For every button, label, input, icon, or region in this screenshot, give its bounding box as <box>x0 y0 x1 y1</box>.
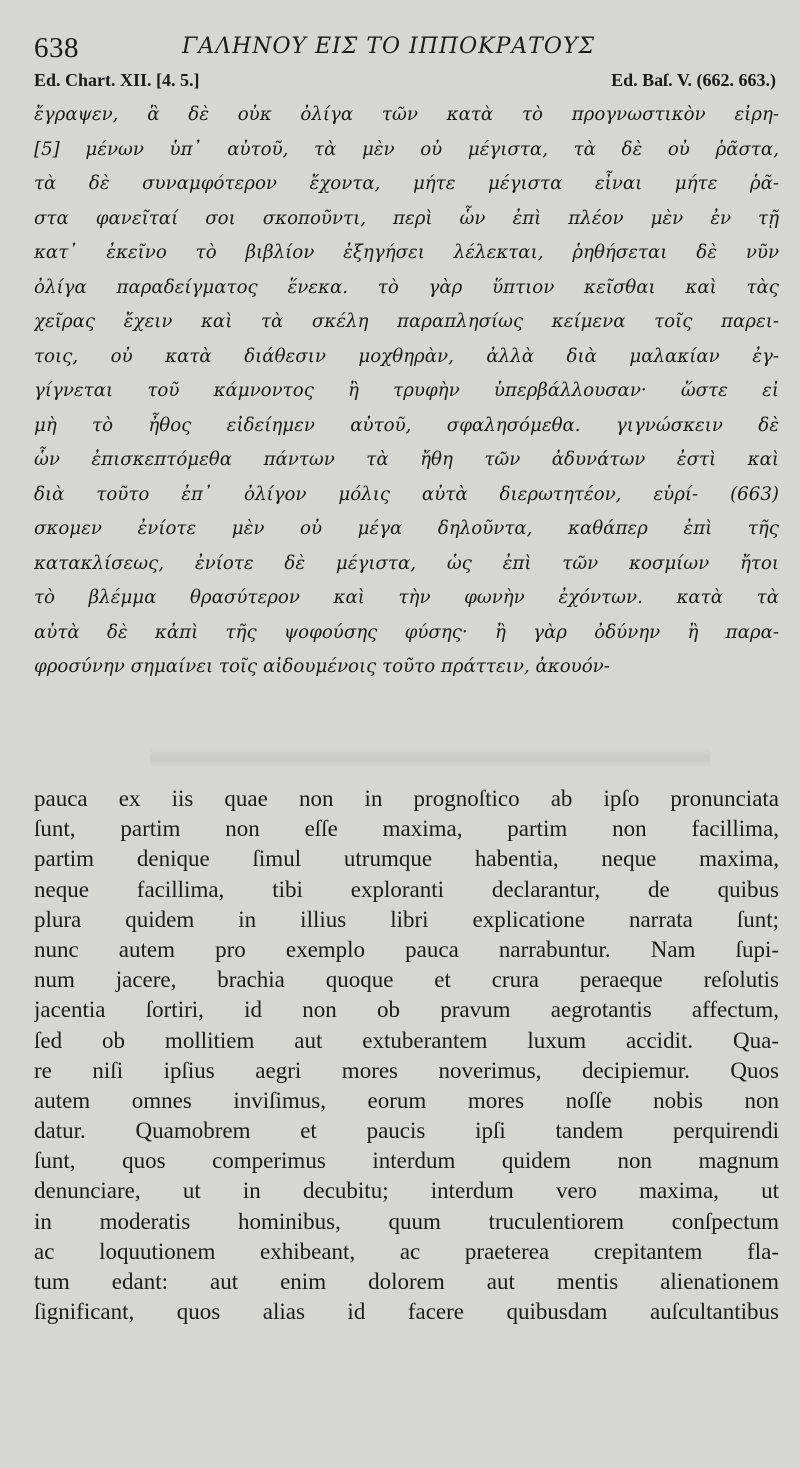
latin-text-line: denunciare, ut in decubitu; interdum vero maxima, ut <box>34 1178 779 1204</box>
latin-text-block <box>34 784 779 1327</box>
page-number: 638 <box>34 32 79 64</box>
latin-text-line: autem omnes inviſimus, eorum mores noſſe nobis non <box>34 1087 779 1113</box>
latin-text-line: ſed ob mollitiem aut extuberantem luxum accidit. Qua- <box>34 1027 779 1053</box>
latin-text-line: pauca ex iis quae non in prognoſtico ab ipſo pronunciata <box>34 786 779 811</box>
edition-chart-reference: Ed. Chart. XII. [4. 5.] <box>34 70 200 90</box>
greek-text-line: κατ᾽ ἐκεῖνο τὸ βιβλίον ἐξηγήσει λέλεκται, ῥηθήσεται δὲ νῦν <box>34 242 779 263</box>
greek-text-line: κατακλίσεως, ἐνίοτε δὲ μέγιστα, ὡς ἐπὶ τῶν κοσμίων ἤτοι <box>34 552 779 574</box>
latin-text-line: tum edant: aut enim dolorem aut mentis alienationem <box>34 1269 779 1294</box>
latin-text-line: partim denique ſimul utrumque habentia, neque maxima, <box>34 846 779 872</box>
latin-text-line: nunc autem pro exemplo pauca narrabuntur. Nam ſupi- <box>34 936 779 962</box>
greek-text-line: ὧν ἐπισκεπτόμεθα πάντων τὰ ἤθη τῶν ἀδυνάτων ἐστὶ καὶ <box>34 449 779 470</box>
greek-text-line: τὰ δὲ συναμφότερον ἔχοντα, μήτε μέγιστα εἶναι μήτε ῥᾶ- <box>34 173 779 194</box>
running-title: ΓΑΛΗΝΟΥ ΕΙΣ ΤΟ ΙΠΠΟΚΡΑΤΟΥΣ <box>182 34 596 59</box>
greek-text-line: τοις, οὐ κατὰ διάθεσιν μοχθηρὰν, ἀλλὰ διὰ μαλακίαν ἐγ- <box>34 345 779 367</box>
greek-text-line: χεῖρας ἔχειν καὶ τὰ σκέλη παραπλησίως κείμενα τοῖς παρει- <box>34 311 779 332</box>
greek-text-line: τὸ βλέμμα θρασύτερον καὶ τὴν φωνὴν ἐχόντων. κατὰ τὰ <box>34 587 779 608</box>
greek-text-line: ἔγραψεν, ἃ δὲ οὐκ ὀλίγα τῶν κατὰ τὸ προγνωστικὸν εἰρη- <box>34 104 779 125</box>
greek-text-line: γίγνεται τοῦ κάμνοντος ἢ τρυφὴν ὑπερβάλλουσαν· ὥστε εἰ <box>34 380 779 401</box>
greek-text-line: σκομεν ἐνίοτε μὲν οὐ μέγα δηλοῦντα, καθάπερ ἐπὶ τῆς <box>34 518 779 539</box>
latin-text-line: ſunt, partim non eſſe maxima, partim non facillima, <box>34 816 779 842</box>
latin-text-line: ſunt, quos comperimus interdum quidem non magnum <box>34 1148 779 1174</box>
greek-text-block <box>34 98 779 685</box>
latin-text-line: jacentia ſortiri, id non ob pravum aegrotantis affectum, <box>34 997 779 1023</box>
show-through-smudge <box>150 748 710 768</box>
latin-text-line: num jacere, brachia quoque et crura peraeque reſolutis <box>34 967 779 993</box>
greek-text-line: ὀλίγα παραδείγματος ἕνεκα. τὸ γὰρ ὕπτιον κεῖσθαι καὶ τὰς <box>34 276 779 298</box>
greek-text-line: διὰ τοῦτο ἐπ᾽ ὀλίγον μόλις αὐτὰ διερωτητέον, εὑρί- (663) <box>34 483 779 505</box>
latin-text-line: in moderatis hominibus, quum truculentiorem conſpectum <box>34 1208 779 1234</box>
latin-text-line: re niſi ipſius aegri mores noverimus, decipiemur. Quos <box>34 1057 779 1083</box>
latin-text-line: ſignificant, quos alias id facere quibusdam auſcultantibus <box>34 1299 779 1325</box>
greek-text-line: αὐτὰ δὲ κἀπὶ τῆς ψοφούσης φύσης· ἢ γὰρ ὀδύνην ἢ παρα- <box>34 621 779 643</box>
greek-text-line: [5] μένων ὑπ᾽ αὐτοῦ, τὰ μὲν οὐ μέγιστα, τὰ δὲ οὐ ῥᾶστα, <box>34 138 779 160</box>
edition-basel-reference: Ed. Baſ. V. (662. 663.) <box>611 70 776 90</box>
greek-text-line: μὴ τὸ ἦθος εἰδείημεν αὐτοῦ, σφαλησόμεθα. γιγνώσκειν δὲ <box>34 414 779 436</box>
latin-text-line: datur. Quamobrem et paucis ipſi tandem perquirendi <box>34 1118 779 1144</box>
page-header <box>34 30 774 64</box>
greek-text-line: φροσύνην σημαίνει τοῖς αἰδουμένοις τοῦτο πράττειν, ἀκουόν- <box>34 656 610 677</box>
greek-text-line: στα φανεῖταί σοι σκοποῦντι, περὶ ὧν ἐπὶ πλέον μὲν ἐν τῇ <box>34 207 779 229</box>
latin-text-line: ac loquutionem exhibeant, ac praeterea crepitantem fla- <box>34 1238 779 1264</box>
edition-reference-row <box>34 70 776 96</box>
latin-text-line: neque facillima, tibi exploranti declarantur, de quibus <box>34 876 779 902</box>
latin-text-line: plura quidem in illius libri explicatione narrata ſunt; <box>34 906 779 932</box>
